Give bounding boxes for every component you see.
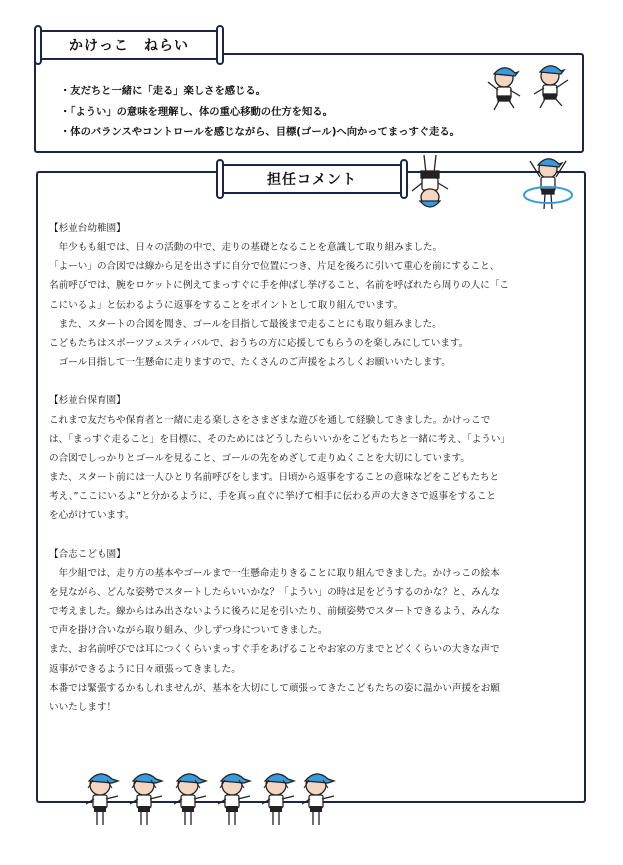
comment-line: で声を掛け合いながら取り組み、少しずつ身についてきました。 (49, 625, 328, 637)
comment-title: 担任コメント (267, 172, 357, 188)
comment-line: いいたします！ (49, 701, 117, 713)
comment-line: 本番では緊張するかもしれませんが、基本を大切にして頑張ってきたこどもたちの姿に温かい声援をお願 (49, 682, 500, 694)
comment-line: これまで友だちや保育者と一緒に走る楽しさをさまざまな遊びを通して経験してきました。かけっこで (49, 414, 491, 426)
aims-title-banner (40, 30, 218, 60)
comment-line: を見ながら、どんな姿勢でスタートしたらいいかな？「ようい」の時は足をどうするのかな？と、みんな (49, 586, 500, 598)
children-raising-hands-row-illustration (76, 766, 336, 828)
comment-line: 年少組では、走り方の基本やゴールまで一生懸命走りきることに取り組んできました。かけっこの絵本 (49, 567, 500, 579)
comment-line: また、スタート前には一人ひとり名前呼びをします。日頃から返事をすることの意味などをこどもたちと (49, 472, 500, 484)
aim-item: ・「ようい」の意味を理解し、体の重心移動の仕方を知る。 (60, 105, 333, 118)
comment-line: こにいるよ」と伝わるように返事をすることをポイントとして取り組んでいます。 (49, 299, 404, 311)
two-children-running-illustration (482, 58, 577, 114)
comment-line: こどもたちはスポーツフェスティバルで、おうちの方に応援してもらうのを楽しみにしています。 (49, 337, 469, 349)
comment-section-koshi-kodomoen (49, 545, 577, 717)
comment-line: 考え、”ここにいるよ”と分かるように、手を真っ直ぐに挙げて相手に伝わる声の大きさで返事をすること (49, 491, 497, 503)
comment-section-suginamidai-nursery (49, 391, 577, 525)
comment-line: 「よーい」の合図では線から足を出さずに自分で位置につき、片足を後ろに引いて重心を前にすること、 (49, 261, 500, 273)
aims-list (60, 81, 460, 143)
comments-content (49, 219, 577, 717)
comment-line: 年少もも組では、日々の活動の中で、走りの基礎となることを意識して取り組みました。 (49, 242, 443, 254)
comment-line: ゴール目指して一生懸命に走りますので、たくさんのご声援をよろしくお願いいたします。 (49, 357, 451, 369)
comment-line: で考えました。線からはみ出さないように後ろに足を引いたり、前傾姿勢でスタートできるよう、みんな (49, 606, 500, 618)
comment-section-suginamidai-kindergarten (49, 219, 577, 372)
comment-title-banner (222, 164, 402, 194)
comment-line: また、お名前呼びでは耳につくくらいまっすぐ手をあげることやお家の方までとどくくらいの大きな声で (49, 644, 500, 656)
aim-item: ・体のバランスやコントロールを感じながら、目標(ゴール)へ向かってまっすぐ走る。 (60, 126, 460, 138)
section-heading: 【杉並台保育園】 (49, 395, 126, 407)
comment-line: の合図でしっかりとゴールを見ること、ゴールの先をめざして走りぬくことを大切にしています。 (49, 452, 470, 464)
aims-title: かけっこ ねらい (69, 38, 189, 54)
comment-line: 返事ができるように日々頑張ってきました。 (49, 663, 241, 675)
comment-line: を心がけています。 (49, 510, 135, 522)
comment-line: は、「まっすぐ走ること」を目標に、そのためにはどうしたらいいかをこどもたちと一緒に考え、「ようい」 (49, 433, 511, 445)
section-heading: 【杉並台幼稚園】 (49, 223, 126, 234)
aim-item: ・友だちと一緒に「走る」楽しさを感じる。 (60, 85, 266, 97)
comment-line: 名前呼びでは、腕をロケットに例えてまっすぐに手を伸ばし挙げること、名前を呼ばれたら周りの人に「こ (49, 280, 510, 292)
section-heading: 【合志こども園】 (49, 548, 126, 560)
comment-line: また、スタートの合図を聞き、ゴールを目指して最後まで走ることにも取り組みました。 (49, 318, 442, 330)
children-playing-illustration (408, 153, 578, 215)
